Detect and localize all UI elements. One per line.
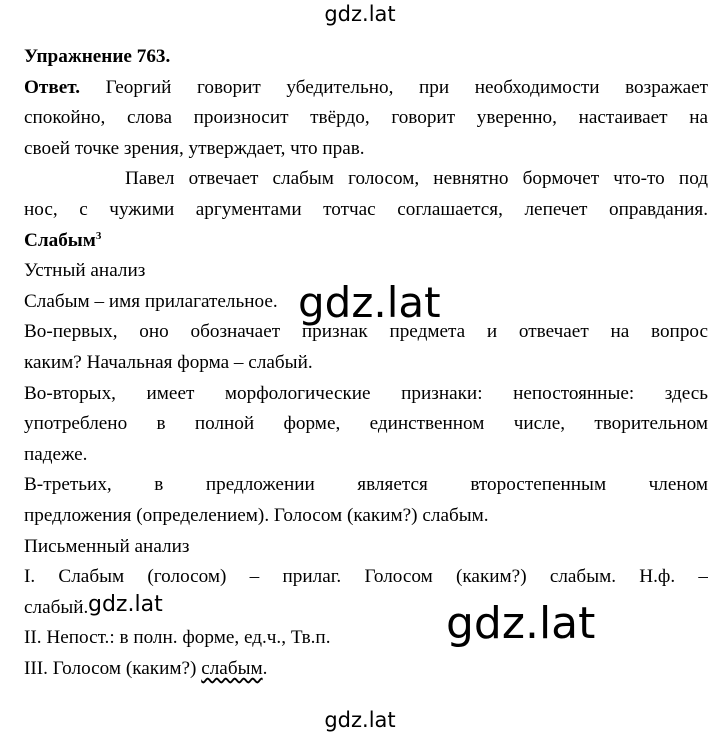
written-line-4 xyxy=(24,654,708,685)
oral-line-1: Слабым – имя прилагательное. xyxy=(24,290,278,312)
answer-line-1 xyxy=(24,73,708,104)
answer-label: Ответ. xyxy=(24,76,81,98)
oral-line-2: Во-первых, оно обозначает признак предмета и отвечает на вопрос xyxy=(24,321,708,343)
watermark-top: gdz.lat xyxy=(324,2,396,26)
watermark-middle: gdz.lat xyxy=(298,278,441,327)
written-line-4-suffix: . xyxy=(262,657,268,679)
watermark-bottom: gdz.lat xyxy=(324,708,396,732)
document-body xyxy=(24,42,708,684)
oral-analysis-title: Устный анализ xyxy=(24,260,146,282)
oral-line-8: предложения (определением). Голосом (каким?) слабым. xyxy=(24,504,489,526)
written-line-3: II. Непост.: в полн. форме, ед.ч., Тв.п. xyxy=(24,627,331,649)
answer-text: Георгий говорит убедительно, при необходимости возражает xyxy=(105,76,708,98)
analysis-word-superscript: 3 xyxy=(95,229,102,242)
written-line-1: I. Слабым (голосом) – прилаг. Голосом (каким?) слабым. Н.ф. – xyxy=(24,566,708,588)
paragraph2-line-2: нос, с чужими аргументами тотчас соглашается, лепечет оправдания. xyxy=(24,198,708,220)
paragraph2-line-1: Павел отвечает слабым голосом, невнятно бормочет что-то под xyxy=(125,168,708,190)
oral-line-3: каким? Начальная форма – слабый. xyxy=(24,351,313,373)
oral-line-4: Во-вторых, имеет морфологические признаки: непостоянные: здесь xyxy=(24,382,708,404)
oral-line-6: падеже. xyxy=(24,443,88,465)
watermark-small: gdz.lat xyxy=(88,592,163,617)
analysis-word: Слабым xyxy=(24,229,96,251)
written-line-4-prefix: III. Голосом (каким?) xyxy=(24,657,202,679)
written-line-2: слабый. xyxy=(24,596,89,618)
underlined-word: слабым xyxy=(201,657,263,679)
exercise-title: Упражнение 763. xyxy=(24,46,171,67)
watermark-big: gdz.lat xyxy=(446,598,596,649)
analysis-word-heading xyxy=(24,226,708,257)
written-analysis-title: Письменный анализ xyxy=(24,535,190,557)
oral-line-5: употреблено в полной форме, единственном числе, творительном xyxy=(24,413,708,435)
answer-line-2: спокойно, слова произносит твёрдо, говорит уверенно, настаивает на xyxy=(24,107,708,129)
answer-line-3: своей точке зрения, утверждает, что прав. xyxy=(24,137,365,159)
oral-line-7: В-третьих, в предложении является второстепенным членом xyxy=(24,474,708,496)
